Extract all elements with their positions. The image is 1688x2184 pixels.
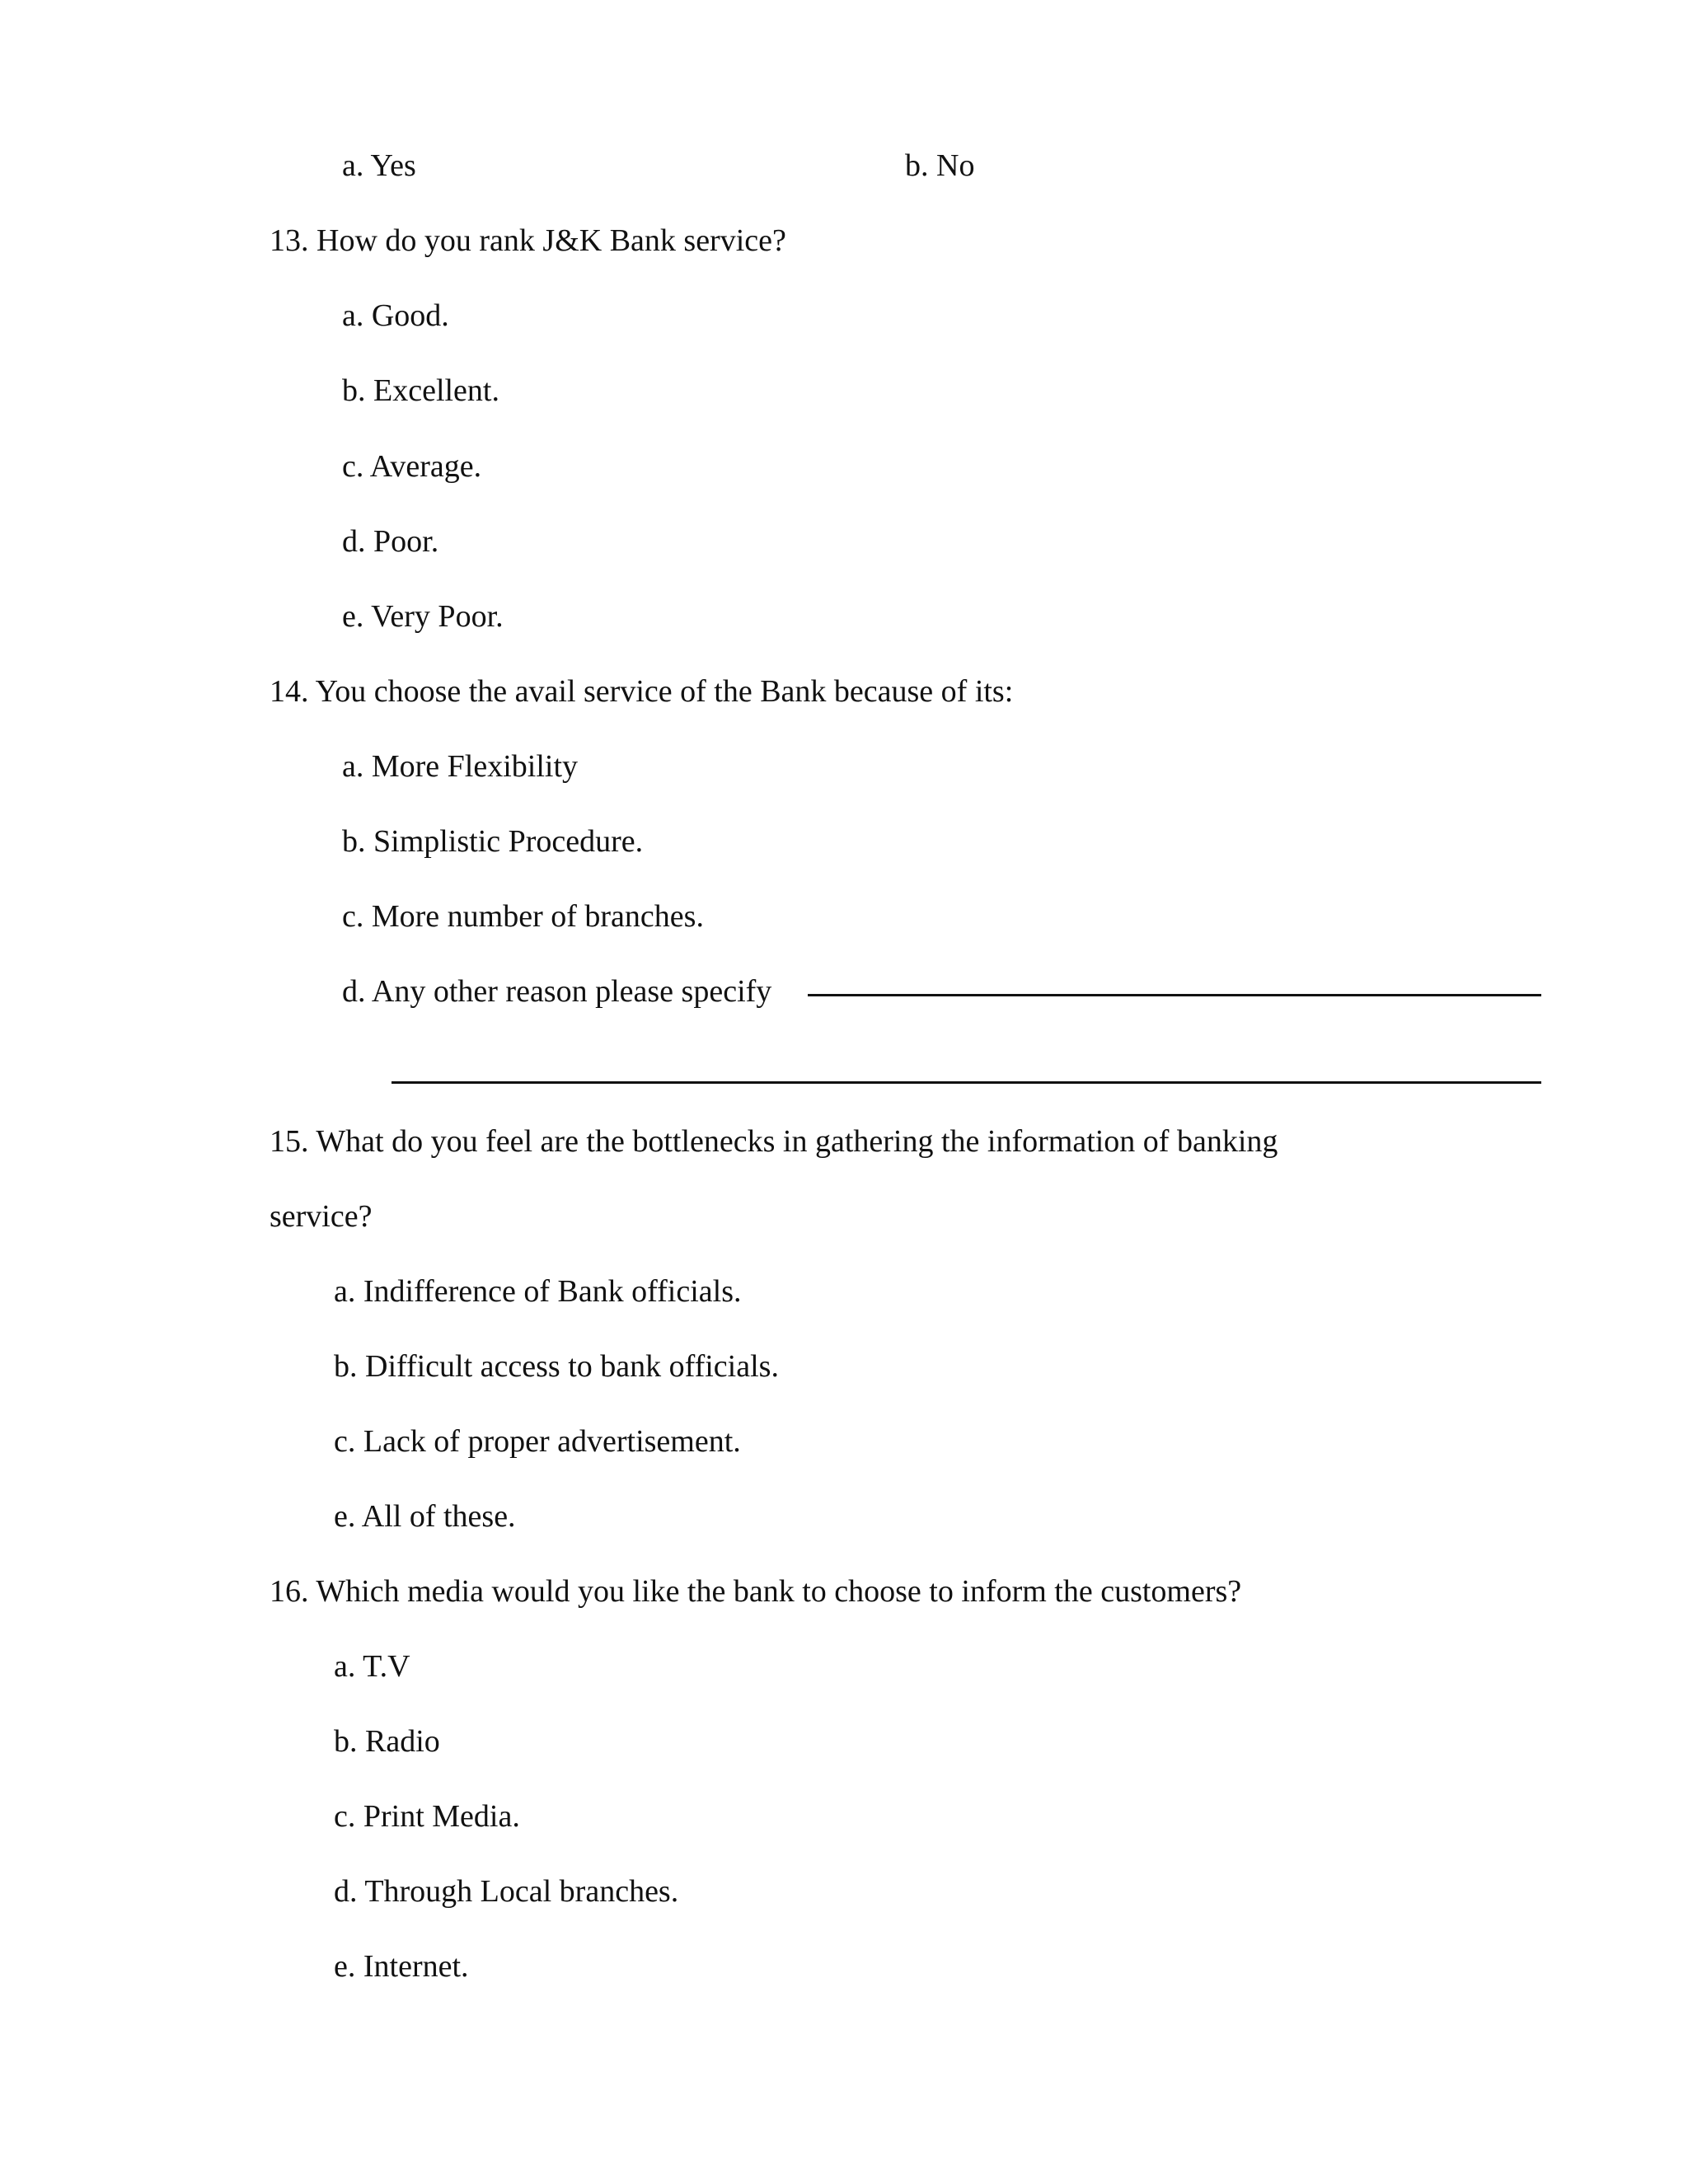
q13-option-b: b. Excellent.: [342, 373, 499, 408]
q13-option-d: d. Poor.: [342, 524, 439, 559]
q16-option-c: c. Print Media.: [334, 1799, 520, 1834]
q12-option-a: a. Yes: [342, 148, 416, 183]
q14-option-c: c. More number of branches.: [342, 899, 704, 934]
q14-option-b: b. Simplistic Procedure.: [342, 824, 644, 859]
specify-blank-line-1[interactable]: [808, 994, 1541, 996]
q13-option-e: e. Very Poor.: [342, 599, 504, 634]
q16-option-a: a. T.V: [334, 1649, 410, 1684]
q16-question: 16. Which media would you like the bank to choose to inform the customers?: [270, 1574, 1242, 1609]
q15-option-c: c. Lack of proper advertisement.: [334, 1424, 741, 1459]
q14-option-d: d. Any other reason please specify: [342, 974, 772, 1009]
specify-blank-line-2[interactable]: [392, 1081, 1541, 1084]
q15-option-a: a. Indifference of Bank officials.: [334, 1274, 742, 1309]
q15-question-line-2: service?: [270, 1199, 373, 1234]
q16-option-e: e. Internet.: [334, 1949, 469, 1984]
q15-option-e: e. All of these.: [334, 1499, 516, 1534]
q16-option-d: d. Through Local branches.: [334, 1874, 679, 1909]
q15-option-b: b. Difficult access to bank officials.: [334, 1349, 779, 1384]
q13-option-a: a. Good.: [342, 298, 449, 333]
q14-question: 14. You choose the avail service of the Bank because of its:: [270, 674, 1014, 709]
q16-option-b: b. Radio: [334, 1724, 440, 1759]
q15-question-line-1: 15. What do you feel are the bottlenecks in gathering the information of banking: [270, 1124, 1278, 1159]
q13-question: 13. How do you rank J&K Bank service?: [270, 223, 786, 258]
q14-option-a: a. More Flexibility: [342, 749, 579, 784]
q12-option-b: b. No: [905, 148, 975, 183]
q13-option-c: c. Average.: [342, 449, 482, 484]
